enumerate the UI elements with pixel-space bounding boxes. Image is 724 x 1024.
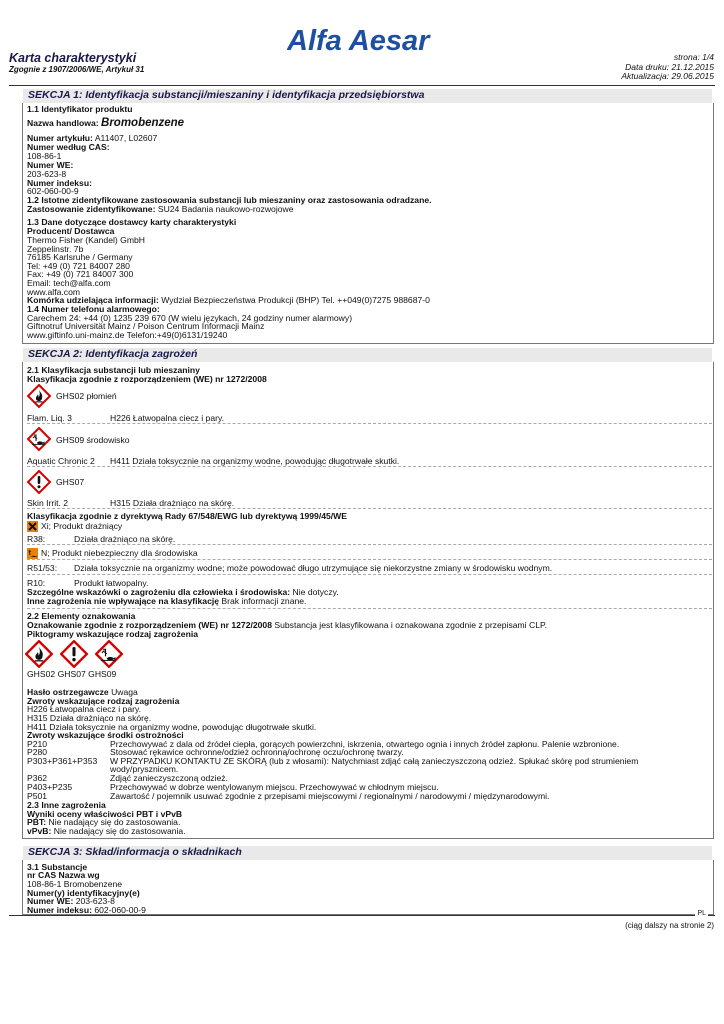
h315-statement: H315 Działa drażniąco na skórę. [27,713,152,723]
flame-pictogram-icon [25,640,53,668]
p403-text: Przechowywać w dobrze wentylowanym miejscu. Przechowywać w chłodnym miejscu. [110,782,439,792]
document-title: Karta charakterystyki [9,51,137,65]
address-line-2: Zeppelinstr. 7b [27,244,84,254]
section-1-title: SEKCJA 1: Identyfikacja substancji/mieszaniny i identyfikacja przedsiębiorstwa [28,89,425,101]
article-value: A11407, L02607 [94,133,158,143]
other-value: Brak informacji znane. [221,596,307,606]
vpvb-value: Nie nadający się do zastosowania. [53,826,186,836]
use-label: Zastosowanie zidentyfikowane: [27,204,156,214]
ghs07-label: GHS07 [56,477,85,487]
emergency-line-3: www.giftinfo.uni-mainz.de Telefon:+49(0)6131/19240 [27,330,228,340]
supplier-tel: Tel: +49 (0) 721 84007 280 [27,261,130,271]
cas-name-header: nr CAS Nazwa wg [27,870,100,880]
s1-emergency-heading: 1.4 Numer telefonu alarmowego: [27,304,160,314]
p280-text: Stosować rękawice ochronne/odzież ochronną/ochronę oczu/ochronę twarzy. [110,747,404,757]
address-line-1: Thermo Fisher (Kandel) GmbH [27,235,145,245]
signal-value: Uwaga [111,687,138,697]
use-value: SU24 Badania naukowo-rozwojowe [157,204,294,214]
r5153-code: R51/53: [27,563,58,573]
row-separator [27,423,712,424]
header-divider [9,85,715,86]
supplier-email: Email: tech@alfa.com [27,278,111,288]
s3-we-value: 203-623-8 [75,896,115,906]
p210-text: Przechowywać z dala od źródeł ciepła, gorących powierzchni, iskrzenia, otwartego ognia i innych źródeł zapłonu. Palenie wzbronione. [110,739,620,749]
document-subtitle: Zgognie z 1907/2006/WE, Artykuł 31 [9,65,145,74]
vpvb-label: vPvB: [27,826,52,836]
s2-other-hazards-heading: 2.3 Inne zagrożenia [27,800,106,810]
language-tag: PL [697,910,706,917]
pbt-heading: Wyniki oceny właściwości PBT i vPvB [27,809,183,819]
update-date: Aktualizacja: 29.06.2015 [621,71,714,82]
index-label: Numer indeksu: [27,178,92,188]
we-value: 203-623-8 [27,169,67,179]
special-label: Szczególne wskazówki o zagrożeniu dla człowieka i środowiska: [27,587,291,597]
info-label: Komórka udzielająca informacji: [27,295,159,305]
trade-name-label: Nazwa handlowa: [27,118,99,128]
print-date: Data druku: 21.12.2015 [625,61,714,72]
special-value: Nie dotyczy. [292,587,339,597]
s3-we-label: Numer WE: [27,896,74,906]
p403-code: P403+P235 [27,782,73,792]
s1-uses-heading: 1.2 Istotne zidentyfikowane zastosowania substancji lub mieszaniny oraz zastosowania odradzane. [27,195,432,205]
logo-text: Alfa Aesar [287,25,430,56]
identifiers-heading: Numer(y) identyfikacyjny(e) [27,888,140,898]
address-line-3: 76185 Karlsruhe / Germany [27,252,133,262]
section-3-title: SEKCJA 3: Skład/informacja o składnikach [28,846,242,858]
r38-text: Działa drażniąco na skórę. [74,534,176,544]
aquatic-class: Aquatic Chronic 2 [27,456,95,466]
n-environment-icon [27,548,38,559]
labelling-value: Substancja jest klasyfikowana i oznakowana zgodnie z przepisami CLP. [274,620,547,630]
continued-note: (ciąg dalszy na stronie 2) [625,921,714,930]
s3-index-value: 602-060-00-9 [94,905,146,915]
xi-irritant-icon [27,521,38,532]
p501-code: P501 [27,791,48,801]
cas-value: 108-86-1 [27,151,62,161]
flame-pictogram-icon [27,384,51,408]
row-separator [27,466,712,467]
info-value: Wydział Bezpieczeństwa Produkcji (BHP) Tel. ++049(0)7275 988687-0 [161,295,430,305]
p303-text: W PRZYPADKU KONTAKTU ZE SKÓRĄ (lub z włosami): Natychmiast zdjąć całą zanieczyszczoną odzież. Spłukać skórę pod strumieniem [110,756,639,766]
s3-index-label: Numer indeksu: [27,905,92,915]
s2-classification-heading: 2.1 Klasyfikacja substancji lub mieszaniny [27,365,200,375]
s2-label-elements-heading: 2.2 Elementy oznakowania [27,611,136,621]
h226-statement: H226 Łatwopalna ciecz i pary. [27,704,142,714]
p501-text: Zawartość / pojemnik usuwać zgodnie z przepisami miejscowymi / regionalnymi / narodowymi / międzynarodowymi. [110,791,550,801]
old-classification-heading: Klasyfikacja zgodnie z dyrektywą Rady 67/548/EWG lub dyrektywą 1999/45/WE [27,511,348,521]
flam-class: Flam. Liq. 3 [27,413,72,423]
ghs09-label: GHS09 środowisko [56,435,130,445]
alfa-aesar-logo [287,24,453,56]
s1-supplier-heading: 1.3 Dane dotyczące dostawcy karty charakterystyki [27,217,237,227]
n-label: N; Produkt niebezpieczny dla środowiska [41,548,198,558]
vpvb-row [27,827,186,836]
s1-product-identifier: 1.1 Identyfikator produktu [27,104,133,114]
r5153-text: Działa toksycznie na organizmy wodne; może powodować długo utrzymujące się niekorzystne zmiany w środowisku wodnym. [74,563,553,573]
xi-label: Xi; Produkt drażniący [41,521,123,531]
p280-code: P280 [27,747,48,757]
pictogram-heading: Piktogramy wskazujące rodzaj zagrożenia [27,629,198,639]
exclamation-pictogram-icon [27,470,51,494]
row-separator [27,574,712,575]
skin-class: Skin Irrit. 2 [27,498,69,508]
s3-substances-heading: 3.1 Substancje [27,862,88,872]
r10-text: Produkt łatwopalny. [74,578,149,588]
other-row [27,597,306,606]
p362-text: Zdjąć zanieczyszczoną odzież. [110,773,228,783]
emergency-line-1: Carechem 24: +44 (0) 1235 239 670 (W wielu językach, 24 godziny numer alarmowy) [27,313,353,323]
labelling-label: Oznakowanie zgodnie z rozporządzeniem (WE) nr 1272/2008 [27,620,272,630]
p303-code: P303+P361+P353 [27,756,98,766]
we-label: Numer WE: [27,160,74,170]
pictogram-caption: GHS02 GHS07 GHS09 [27,669,117,679]
emergency-line-2: Giftnotruf Universität Mainz / Poison Centrum Informacji Mainz [27,321,265,331]
environment-pictogram-icon [27,427,51,451]
row-separator [27,544,712,545]
cas-label: Numer według CAS: [27,142,110,152]
s3-index-row [27,906,146,915]
trade-name-value: Bromobenzene [101,117,185,129]
section-2-title: SEKCJA 2: Identyfikacja zagrożeń [28,348,198,360]
header-meta [621,53,714,82]
pbt-label: PBT: [27,817,47,827]
flam-hazard: H226 Łatwopalna ciecz i pary. [110,413,225,423]
h411-statement: H411 Działa toksycznie na organizmy wodne, powodując długotrwałe skutki. [27,722,317,732]
r38-code: R38: [27,534,46,544]
other-label: Inne zagrożenia nie wpływające na klasyfikację [27,596,220,606]
ghs02-label: GHS02 płomień [56,391,117,401]
aquatic-hazard: H411 Działa toksycznie na organizmy wodne, powodując długotrwałe skutki. [110,456,400,466]
use-row [27,205,294,214]
page-number: strona: 1/4 [673,52,714,62]
skin-hazard: H315 Działa drażniąco na skórę. [110,498,235,508]
row-separator [27,559,712,560]
cas-name-row: 108-86-1 Bromobenzene [27,879,123,889]
supplier-website: www.alfa.com [27,287,81,297]
p362-code: P362 [27,773,48,783]
signal-label: Hasło ostrzegawcze [27,687,109,697]
index-value: 602-060-00-9 [27,186,79,196]
r10-code: R10: [27,578,46,588]
environment-pictogram-icon [95,640,123,668]
p303-text-cont: wody/prysznicem. [110,764,179,774]
exclamation-pictogram-icon [60,640,88,668]
s2-clp-heading: Klasyfikacja zgodnie z rozporządzeniem (WE) nr 1272/2008 [27,374,267,384]
p210-code: P210 [27,739,48,749]
precautionary-heading: Zwroty wskazujące środki ostrożności [27,730,184,740]
producer-label: Producent/ Dostawca [27,226,115,236]
footer-divider [9,915,715,916]
article-label: Numer artykułu: [27,133,93,143]
hazard-statements-heading: Zwroty wskazujące rodzaj zagrożenia [27,696,180,706]
row-separator [27,508,712,509]
trade-name-row [27,117,184,129]
pbt-value: Nie nadający się do zastosowania. [48,817,181,827]
row-separator [27,608,712,609]
supplier-fax: Fax: +49 (0) 721 84007 300 [27,269,134,279]
